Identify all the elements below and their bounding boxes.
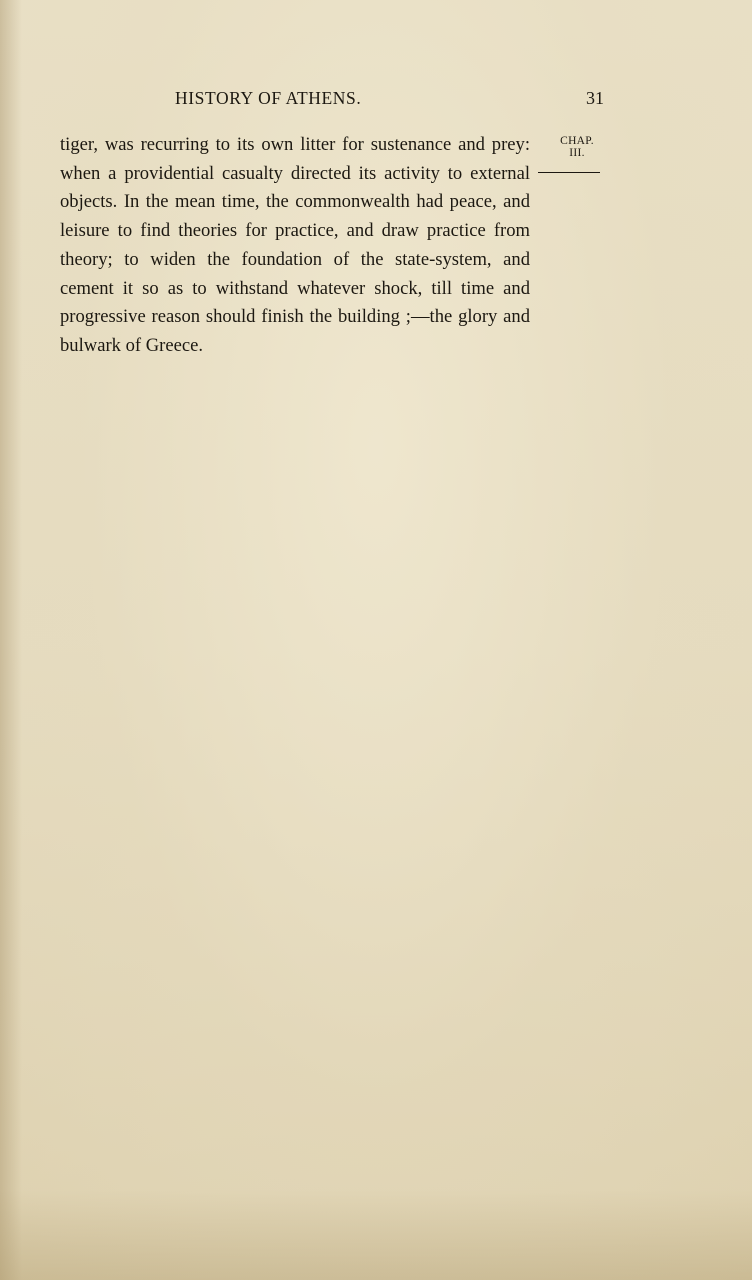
chapter-label: CHAP. xyxy=(560,135,594,147)
margin-chapter-note xyxy=(547,135,607,159)
chapter-number: III. xyxy=(569,147,585,159)
page-number: 31 xyxy=(586,88,604,108)
running-title: HISTORY OF ATHENS. xyxy=(175,88,362,108)
margin-rule xyxy=(538,172,600,173)
body-text xyxy=(60,131,530,361)
page-edge-shadow xyxy=(0,0,22,1280)
page-bottom-shadow xyxy=(0,1190,752,1280)
body-paragraph: tiger, was recurring to its own litter for sustenance and prey: when a providential casualty directed its activity to external objects. In the mean time, the commonwealth had peace, and leisure to find theories for practice, and draw practice from theory; to widen the foundation of the state-system, and cement it so as to withstand whatever shock, till time and progressive reason should finish the building ;—the glory and bulwark of Greece. xyxy=(60,134,530,356)
